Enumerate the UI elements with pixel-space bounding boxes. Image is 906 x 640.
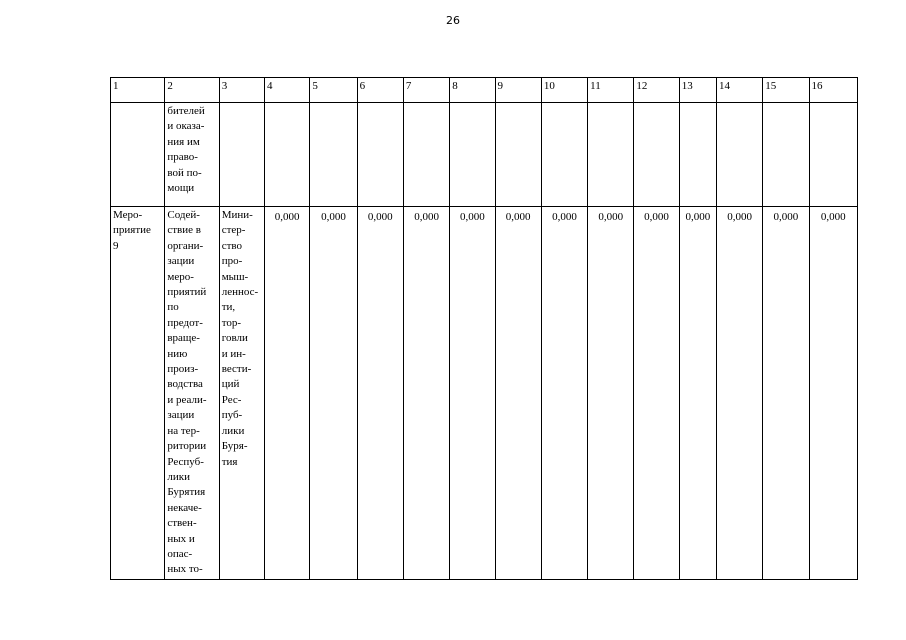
text-line: ций <box>221 378 240 391</box>
text-line: меро- <box>167 270 194 283</box>
text-line: мощи <box>167 182 195 195</box>
empty-cell <box>219 103 264 207</box>
value-cell: 0,000 <box>588 207 634 580</box>
text-line: опас- <box>167 547 193 560</box>
text-line: ти, <box>221 301 236 314</box>
text-line: и реали- <box>167 393 207 406</box>
empty-cell <box>809 103 857 207</box>
page-number: 26 <box>446 14 460 27</box>
text-line: Рес- <box>221 393 242 406</box>
budget-table <box>110 77 858 580</box>
value-cell: 0,000 <box>634 207 679 580</box>
header-cell: 8 <box>450 78 495 103</box>
text-line: мыш- <box>221 270 249 283</box>
value-cell: 0,000 <box>450 207 495 580</box>
text-line: Бурятия <box>167 486 206 499</box>
text-line: стер- <box>221 224 246 237</box>
text-line: вой по- <box>167 166 202 179</box>
empty-cell <box>588 103 634 207</box>
measure-label-cell <box>111 207 165 580</box>
text-line: приятий <box>167 286 207 299</box>
header-cell: 12 <box>634 78 679 103</box>
text-line: Мини- <box>221 209 253 221</box>
text-line: лики <box>221 424 245 437</box>
text-line: зации <box>167 255 195 268</box>
header-cell: 10 <box>541 78 587 103</box>
responsible-executor-cell <box>219 207 264 580</box>
text-line: Респуб- <box>167 455 204 468</box>
header-cell: 7 <box>403 78 449 103</box>
value-cell: 0,000 <box>265 207 310 580</box>
text-line: произ- <box>167 363 199 376</box>
text-line: право- <box>167 151 198 164</box>
text-line: лики <box>167 470 190 483</box>
header-cell: 5 <box>310 78 357 103</box>
empty-cell <box>403 103 449 207</box>
header-cell: 4 <box>265 78 310 103</box>
value-cell: 0,000 <box>495 207 541 580</box>
text-line: 9 <box>113 239 119 252</box>
text-line: предот- <box>167 316 203 329</box>
text-line: и оказа- <box>167 120 205 133</box>
text-line: нию <box>167 347 188 360</box>
value-cell: 0,000 <box>763 207 809 580</box>
value-cell: 0,000 <box>809 207 857 580</box>
text-line: вести- <box>221 363 252 376</box>
text-line: по <box>167 301 179 314</box>
value-cell: 0,000 <box>310 207 357 580</box>
value-cell: 0,000 <box>716 207 762 580</box>
text-line: тор- <box>221 316 242 329</box>
text-line: говли <box>221 332 248 345</box>
empty-cell <box>265 103 310 207</box>
text-line: приятие <box>113 224 151 237</box>
empty-cell <box>111 103 165 207</box>
empty-cell <box>716 103 762 207</box>
continued-row <box>111 103 858 207</box>
empty-cell <box>357 103 403 207</box>
text-line: зации <box>167 409 195 422</box>
text-line: Содей- <box>167 209 200 221</box>
header-cell: 14 <box>716 78 762 103</box>
measure-9-row <box>111 207 858 580</box>
value-cell: 0,000 <box>357 207 403 580</box>
value-cell: 0,000 <box>403 207 449 580</box>
continued-text-cell <box>165 103 219 207</box>
empty-cell <box>634 103 679 207</box>
empty-cell <box>763 103 809 207</box>
text-line: ствие в <box>167 224 201 237</box>
header-cell: 6 <box>357 78 403 103</box>
header-cell: 9 <box>495 78 541 103</box>
measure-description-cell <box>165 207 219 580</box>
empty-cell <box>450 103 495 207</box>
text-line: на тер- <box>167 424 200 437</box>
header-cell: 11 <box>588 78 634 103</box>
text-line: ствен- <box>167 517 197 530</box>
value-cell: 0,000 <box>541 207 587 580</box>
text-line: ство <box>221 239 243 252</box>
text-line: некаче- <box>167 501 202 514</box>
text-line: ных то- <box>167 563 203 576</box>
header-cell: 15 <box>763 78 809 103</box>
text-line: ных и <box>167 532 195 545</box>
text-line: леннос- <box>221 286 259 299</box>
text-line: и ин- <box>221 347 246 360</box>
text-line: ритории <box>167 440 207 453</box>
value-cell: 0,000 <box>679 207 716 580</box>
text-line: пуб- <box>221 409 243 422</box>
empty-cell <box>310 103 357 207</box>
header-row <box>111 78 858 103</box>
text-line: враще- <box>167 332 200 345</box>
empty-cell <box>495 103 541 207</box>
header-cell: 16 <box>809 78 857 103</box>
header-cell: 3 <box>219 78 264 103</box>
text-line: Меро- <box>113 209 143 221</box>
header-cell: 2 <box>165 78 219 103</box>
text-line: Буря- <box>221 440 248 453</box>
header-cell: 1 <box>111 78 165 103</box>
text-line: ния им <box>167 135 200 148</box>
empty-cell <box>541 103 587 207</box>
text-line: бителей <box>167 105 205 117</box>
text-line: органи- <box>167 239 204 252</box>
header-cell: 13 <box>679 78 716 103</box>
text-line: тия <box>221 455 238 468</box>
text-line: про- <box>221 255 243 268</box>
empty-cell <box>679 103 716 207</box>
text-line: водства <box>167 378 203 391</box>
